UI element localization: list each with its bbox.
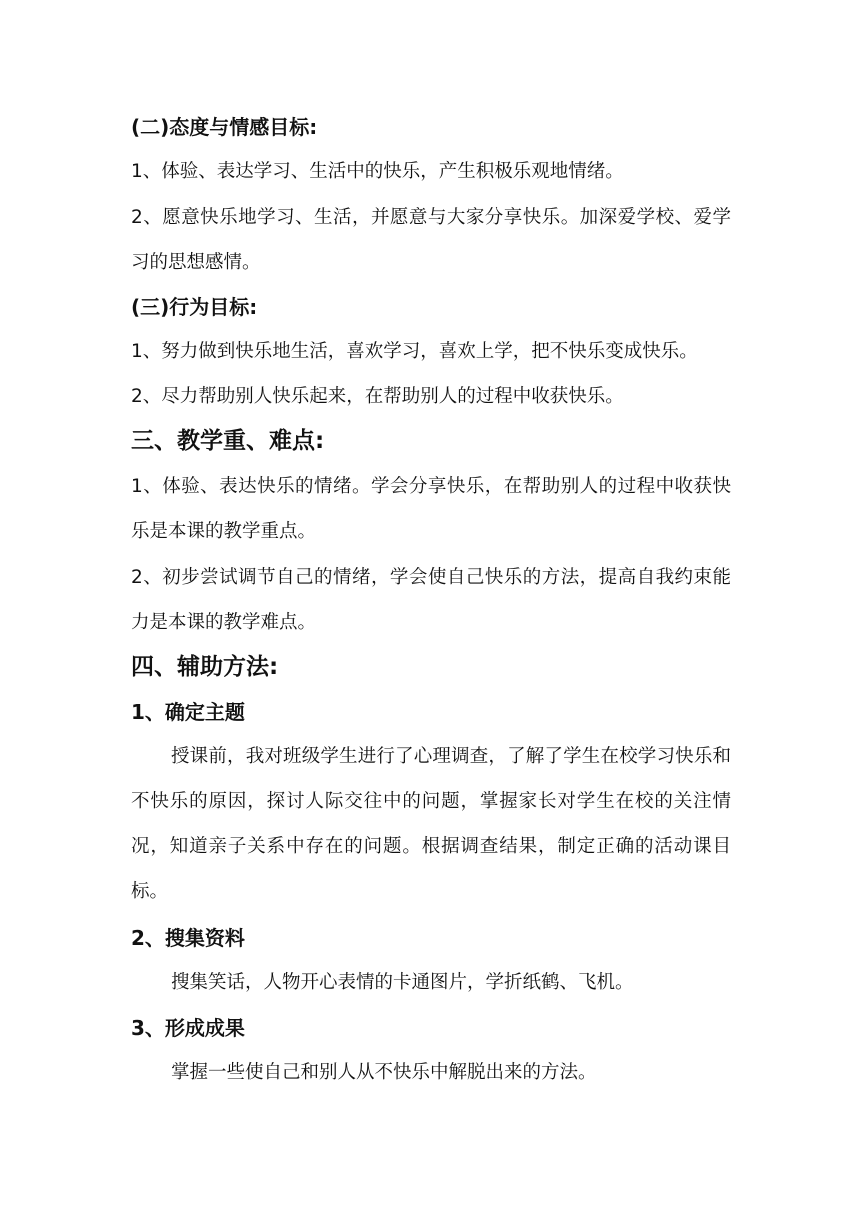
materials-heading: 2、搜集资料 (131, 926, 245, 950)
topic-text: 授课前，我对班级学生进行了心理调查，了解了学生在校学习快乐和不快乐的原因，探讨人际交往中的问题，掌握家长对学生在校的关注情况，知道亲子关系中存在的问题。根据调查结果，制定正确的活动课目标。 (131, 746, 731, 902)
topic-heading: 1、确定主题 (131, 700, 245, 724)
behavior-item-1: 1、努力做到快乐地生活，喜欢学习，喜欢上学，把不快乐变成快乐。 (131, 341, 698, 362)
key-points-heading: 三、教学重、难点: (131, 428, 325, 454)
result-text: 掌握一些使自己和别人从不快乐中解脱出来的方法。 (171, 1062, 597, 1083)
attitude-heading: (二)态度与情感目标: (131, 115, 318, 139)
methods-heading: 四、辅助方法: (131, 654, 279, 680)
key-points-item-1: 1、体验、表达快乐的情绪。学会分享快乐，在帮助别人的过程中收获快乐是本课的教学重点。 (131, 476, 731, 542)
attitude-item-1: 1、体验、表达学习、生活中的快乐，产生积极乐观地情绪。 (131, 161, 624, 182)
result-heading: 3、形成成果 (131, 1016, 245, 1040)
attitude-item-2: 2、愿意快乐地学习、生活，并愿意与大家分享快乐。加深爱学校、爱学习的思想感情。 (131, 207, 731, 273)
behavior-heading: (三)行为目标: (131, 295, 258, 319)
key-points-item-2: 2、初步尝试调节自己的情绪，学会使自己快乐的方法，提高自我约束能力是本课的教学难点。 (131, 567, 731, 633)
materials-text: 搜集笑话，人物开心表情的卡通图片，学折纸鹤、飞机。 (171, 972, 634, 993)
behavior-item-2: 2、尽力帮助别人快乐起来，在帮助别人的过程中收获快乐。 (131, 386, 624, 407)
